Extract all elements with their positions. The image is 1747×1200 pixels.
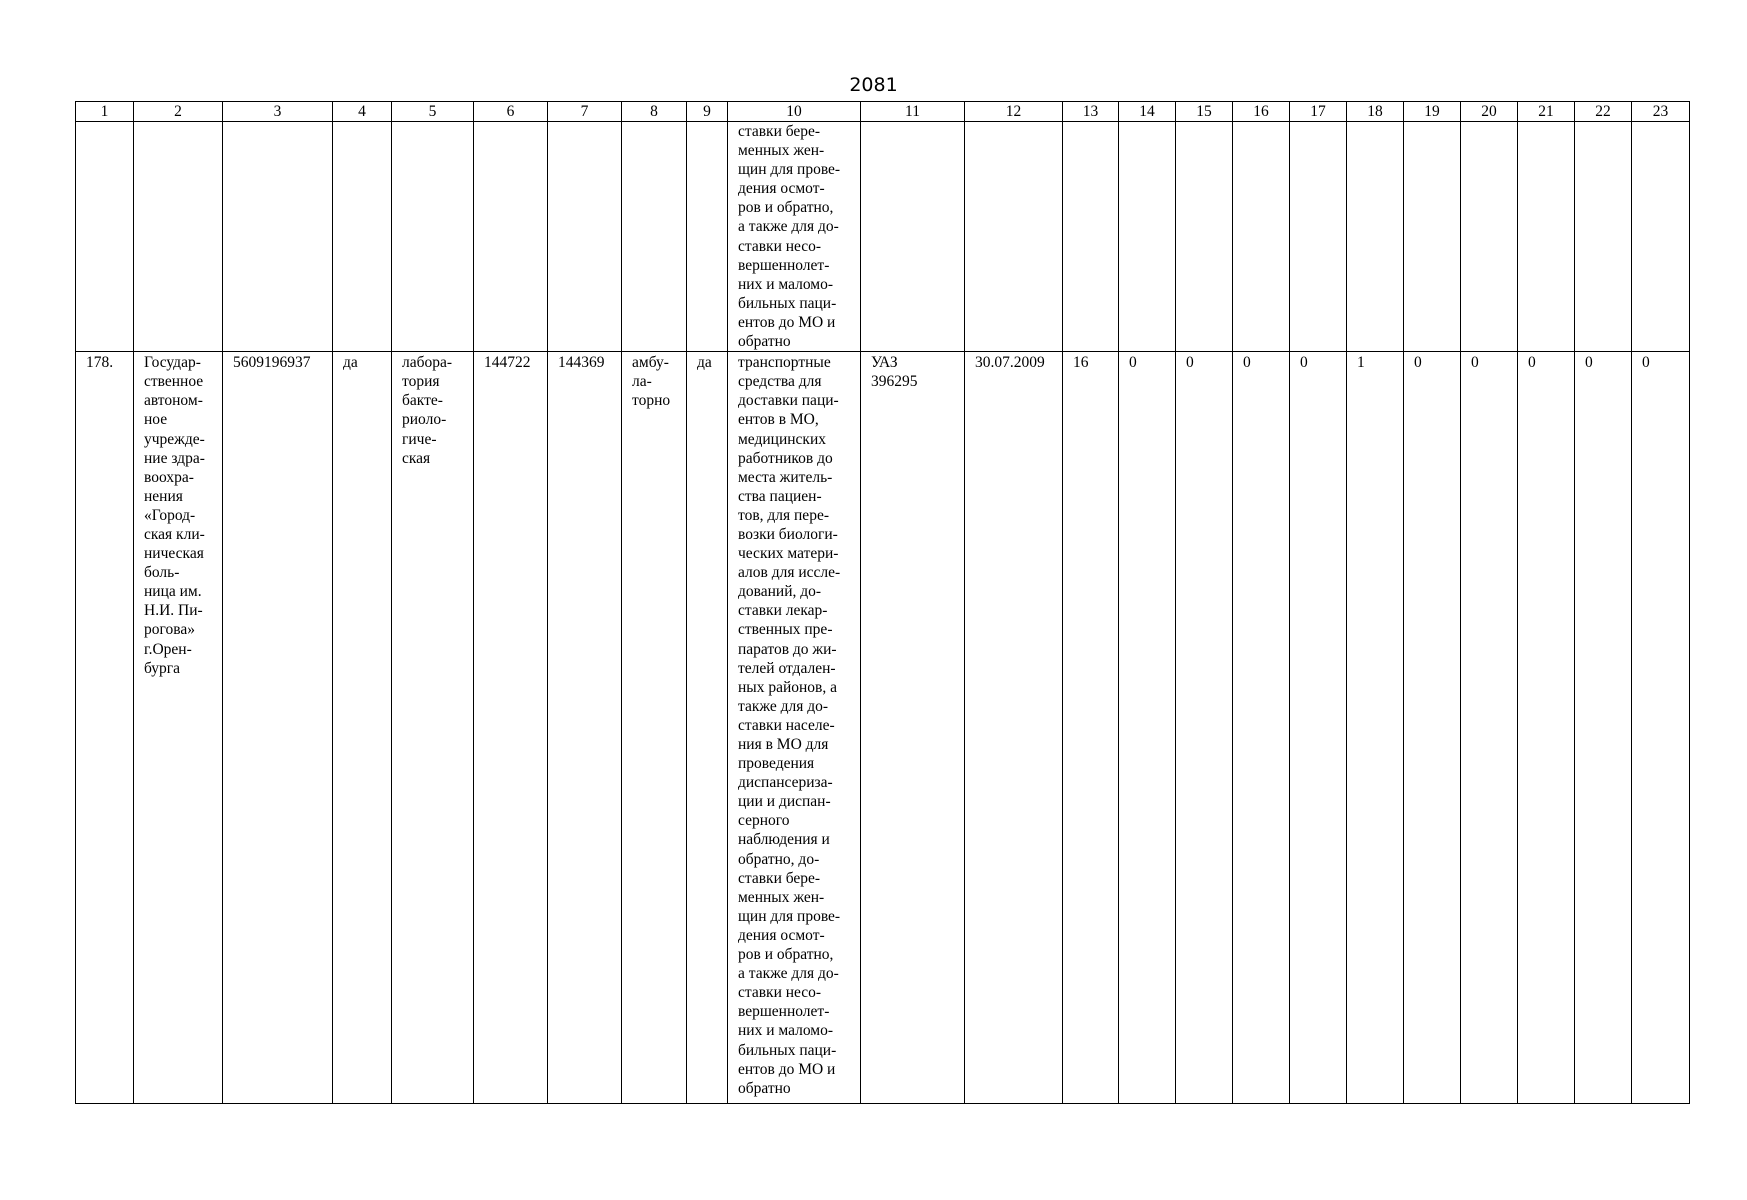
count-cell: 0 (1518, 352, 1575, 1104)
row-number: 178. (76, 352, 134, 1104)
count-cell: 0 (1575, 352, 1632, 1104)
column-header: 6 (474, 102, 548, 122)
table-cell (687, 122, 728, 352)
column-number-row (76, 102, 1690, 122)
table-cell (622, 122, 687, 352)
count-cell: 0 (1233, 352, 1290, 1104)
column-header: 10 (728, 102, 861, 122)
column-header: 1 (76, 102, 134, 122)
code-cell: 144722 (474, 352, 548, 1104)
count-cell: 0 (1404, 352, 1461, 1104)
table-cell (1575, 122, 1632, 352)
column-header: 18 (1347, 102, 1404, 122)
table-cell (548, 122, 622, 352)
count-cell: 0 (1176, 352, 1233, 1104)
document-table (75, 101, 1690, 1104)
count-cell: 0 (1632, 352, 1690, 1104)
column-header: 3 (223, 102, 333, 122)
column-header: 20 (1461, 102, 1518, 122)
date-cell: 30.07.2009 (965, 352, 1063, 1104)
table-cell: да (687, 352, 728, 1104)
care-type-cell: амбу- ла- торно (622, 352, 687, 1104)
table-cell (1347, 122, 1404, 352)
count-cell: 0 (1119, 352, 1176, 1104)
column-header: 15 (1176, 102, 1233, 122)
continuation-row (76, 122, 1690, 352)
purpose-cell: транспортные средства для доставки паци- ентов в МО, медицинских работников до места житель- ства пациен- тов, для пере- возки биологи- ческих матери- алов для иссле- дований, до- ставки лекар- ственных пре- паратов до жи- телей отдален- ных районов, а также для до- ставки населе- ния в МО для проведения диспансериза- ции и диспан- серного наблюдения и обратно, до- ставки бере- менных жен- щин для прове- дения осмот- ров и обратно, а также для до- ставки несо- вершеннолет- них и маломо- бильных паци- ентов до МО и обратно (728, 352, 861, 1104)
column-header: 5 (392, 102, 474, 122)
table-cell (965, 122, 1063, 352)
table-cell (134, 122, 223, 352)
column-header: 22 (1575, 102, 1632, 122)
count-cell: 1 (1347, 352, 1404, 1104)
table-cell (1290, 122, 1347, 352)
table-row (76, 352, 1690, 1104)
table-cell (1461, 122, 1518, 352)
table-cell (223, 122, 333, 352)
column-header: 17 (1290, 102, 1347, 122)
organization-name: Государ- ственное автоном- ное учрежде- ние здра- воохра- нения «Город- ская кли- ническая боль- ница им. Н.И. Пи- рогова» г.Орен- бурга (134, 352, 223, 1104)
vehicle-model-cell: УАЗ 396295 (861, 352, 965, 1104)
column-header: 13 (1063, 102, 1119, 122)
column-header: 9 (687, 102, 728, 122)
count-cell: 0 (1290, 352, 1347, 1104)
count-cell: 16 (1063, 352, 1119, 1104)
table-cell (1119, 122, 1176, 352)
column-header: 2 (134, 102, 223, 122)
count-cell: 0 (1461, 352, 1518, 1104)
table-cell (1404, 122, 1461, 352)
table-cell (861, 122, 965, 352)
table-cell (333, 122, 392, 352)
code-cell: 144369 (548, 352, 622, 1104)
column-header: 23 (1632, 102, 1690, 122)
page-number: 2081 (849, 74, 898, 96)
inn-cell: 5609196937 (223, 352, 333, 1104)
column-header: 19 (1404, 102, 1461, 122)
column-header: 21 (1518, 102, 1575, 122)
column-header: 11 (861, 102, 965, 122)
column-header: 8 (622, 102, 687, 122)
purpose-cell-continued: ставки бере- менных жен- щин для прове- дения осмот- ров и обратно, а также для до- ставки несо- вершеннолет- них и маломо- бильных паци- ентов до МО и обратно (728, 122, 861, 352)
table-cell: да (333, 352, 392, 1104)
table-cell (1233, 122, 1290, 352)
table-cell (1632, 122, 1690, 352)
table-cell (1176, 122, 1233, 352)
column-header: 4 (333, 102, 392, 122)
column-header: 7 (548, 102, 622, 122)
table-cell (1518, 122, 1575, 352)
table-cell (1063, 122, 1119, 352)
table-cell (392, 122, 474, 352)
column-header: 14 (1119, 102, 1176, 122)
table-cell (474, 122, 548, 352)
column-header: 16 (1233, 102, 1290, 122)
department-cell: лабора- тория бакте- риоло- гиче- ская (392, 352, 474, 1104)
table-cell (76, 122, 134, 352)
column-header: 12 (965, 102, 1063, 122)
